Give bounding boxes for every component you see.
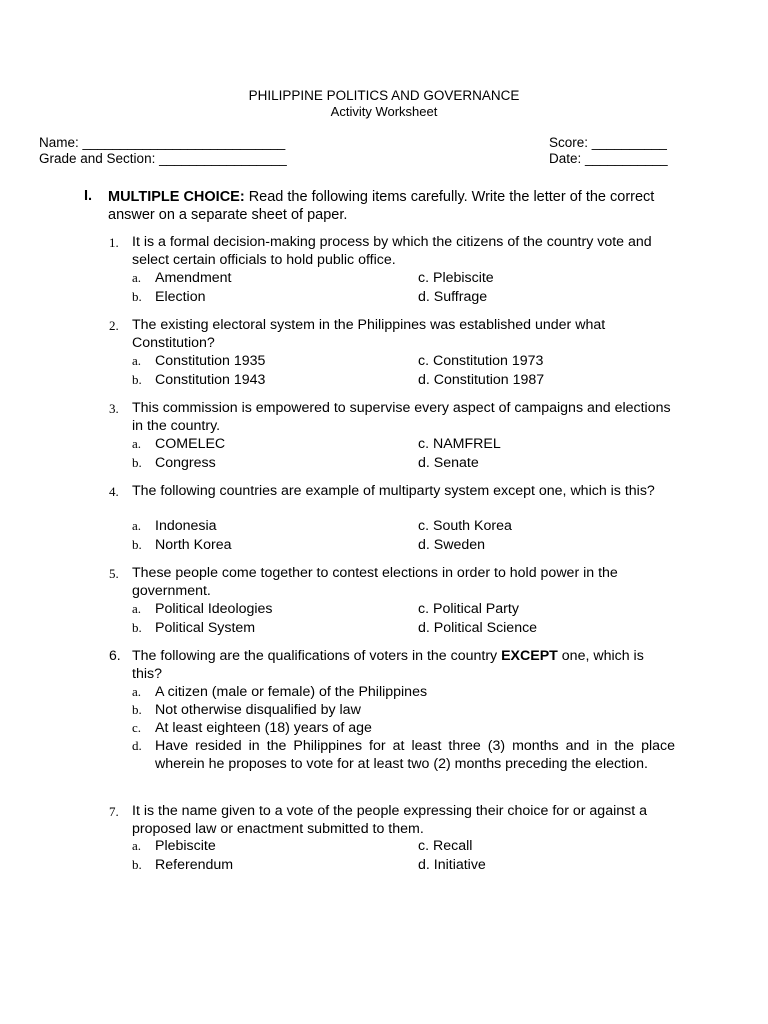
option-c: c. Political Party (418, 601, 519, 617)
question-text: The existing electoral system in the Philippines was established under what Constitution? (132, 317, 606, 351)
option-letter: a. (132, 838, 142, 853)
option-text: North Korea (155, 537, 232, 553)
question-number: 6. (109, 647, 121, 663)
option-letter: a. (132, 353, 142, 368)
question-text: It is the name given to a vote of the people expressing their choice for or against a proposed law or enactment submitted to them. (132, 803, 647, 837)
option-c: c. South Korea (418, 518, 512, 534)
option-d: d. Sweden (418, 537, 486, 553)
question-number: 5. (109, 566, 119, 581)
option-text: Congress (155, 455, 216, 471)
option-text: COMELEC (155, 436, 226, 452)
option-text: A citizen (male or female) of the Philippines (155, 684, 428, 700)
option-text: Amendment (155, 270, 232, 286)
option-text: Indonesia (155, 518, 217, 534)
question-number: 2. (109, 318, 119, 333)
section-heading: MULTIPLE CHOICE: (108, 189, 245, 205)
option-letter: d. (132, 738, 142, 753)
option-letter: a. (132, 601, 142, 616)
option-letter: b. (132, 857, 142, 872)
worksheet-subtitle: Activity Worksheet (330, 104, 438, 119)
option-letter: a. (132, 270, 142, 285)
date-field: Date: ___________ (549, 151, 668, 166)
option-c: c. NAMFREL (418, 436, 501, 452)
option-text: Not otherwise disqualified by law (155, 702, 361, 718)
worksheet-title: PHILIPPINE POLITICS AND GOVERNANCE (248, 88, 520, 103)
option-d: d. Constitution 1987 (418, 372, 545, 388)
option-text: Constitution 1943 (155, 372, 266, 388)
option-c: c. Recall (418, 838, 473, 854)
question-number: 4. (109, 484, 119, 499)
option-text: At least eighteen (18) years of age (155, 720, 372, 736)
question-number: 3. (109, 401, 119, 416)
option-d: d. Suffrage (418, 289, 488, 305)
question-text: It is a formal decision-making process by which the citizens of the country vote and select certain officials to hold public office. (132, 234, 652, 268)
option-letter: a. (132, 436, 142, 451)
option-d: d. Political Science (418, 620, 538, 636)
question-text: These people come together to contest elections in order to hold power in the government. (132, 565, 618, 599)
option-text: Referendum (155, 857, 234, 873)
option-text: Political System (155, 620, 256, 636)
score-field: Score: __________ (549, 135, 667, 150)
question-text-part: The following are the qualifications of voters in the country (132, 648, 502, 664)
question-text (132, 647, 677, 683)
option-d: d. Initiative (418, 857, 486, 873)
option-letter: b. (132, 537, 142, 552)
question-text: This commission is empowered to supervise every aspect of campaigns and elections in the country. (132, 400, 671, 434)
option-letter: a. (132, 684, 142, 699)
option-d: d. Senate (418, 455, 479, 471)
option-letter: b. (132, 455, 142, 470)
option-text: Constitution 1935 (155, 353, 266, 369)
option-c: c. Constitution 1973 (418, 353, 544, 369)
section-instructions (108, 188, 678, 224)
option-letter: a. (132, 518, 142, 533)
option-text: Political Ideologies (155, 601, 273, 617)
question-number: 7. (109, 804, 119, 819)
option-letter: b. (132, 620, 142, 635)
option-text: Election (155, 289, 206, 305)
option-letter: b. (132, 702, 142, 717)
option-letter: c. (132, 720, 142, 735)
section-number: I. (84, 188, 93, 204)
option-text: Plebiscite (155, 838, 216, 854)
except-emphasis: EXCEPT (501, 648, 558, 664)
option-text: Have resided in the Philippines for at least three (3) months and in the place wherein he proposes to vote for at least two (2) months preceding the election. (155, 738, 675, 772)
option-c: c. Plebiscite (418, 270, 494, 286)
question-text: The following countries are example of multiparty system except one, which is this? (132, 483, 655, 499)
option-letter: b. (132, 372, 142, 387)
option-letter: b. (132, 289, 142, 304)
grade-section-field: Grade and Section: _________________ (39, 151, 287, 166)
question-number: 1. (109, 235, 119, 250)
section-instruction-text: Read the following items carefully. Write the letter of the correct answer on a separate sheet of paper. (108, 189, 655, 223)
question-text-part: one, which is this? (132, 648, 644, 682)
name-field: Name: ___________________________ (39, 135, 286, 150)
